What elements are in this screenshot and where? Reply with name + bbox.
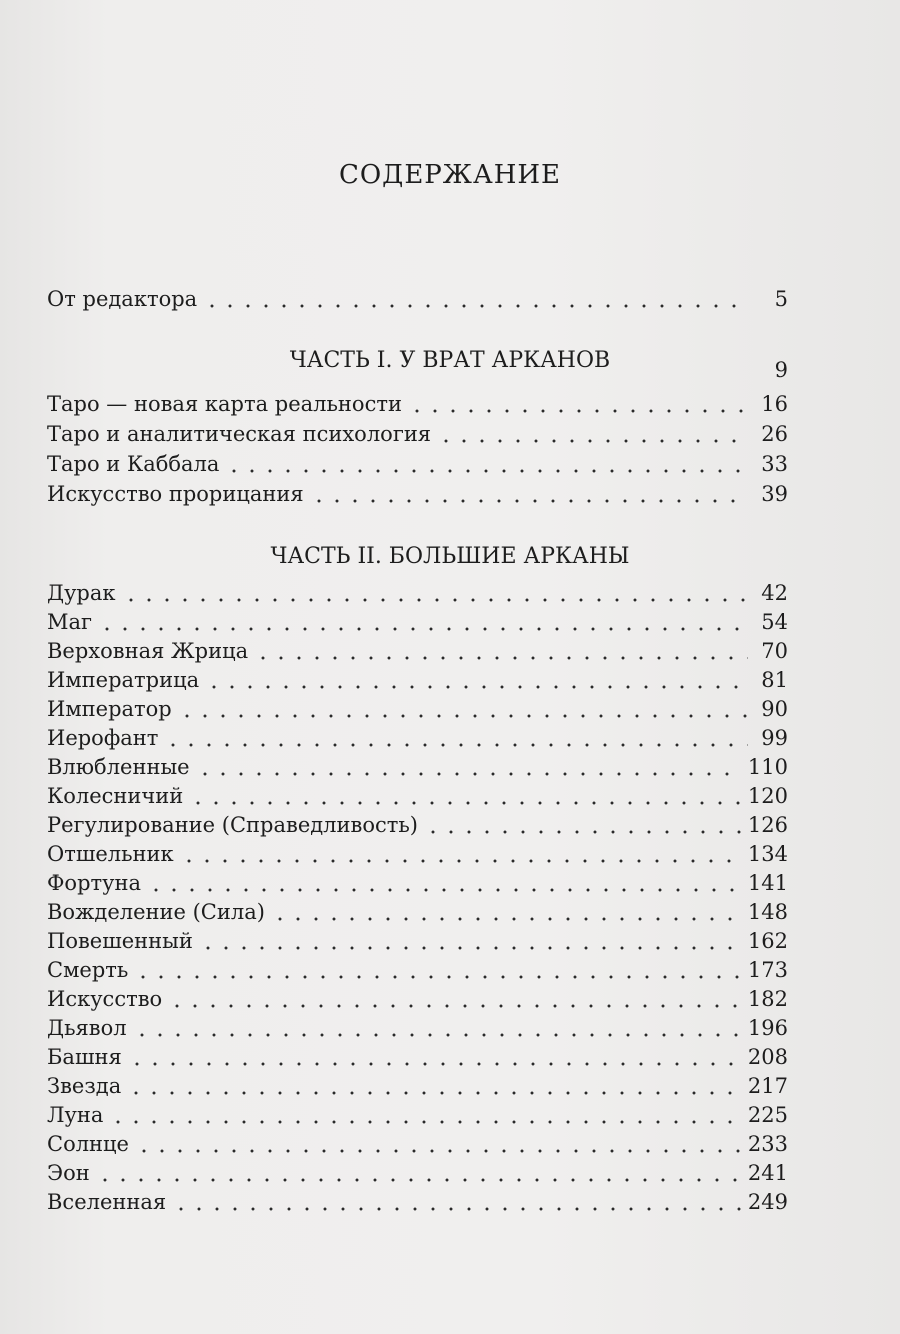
toc-entry[interactable] [47,1132,788,1160]
dot-leader [98,626,748,632]
dot-leader [133,1032,742,1038]
toc-entry[interactable] [47,958,788,986]
dot-leader [96,1177,742,1183]
dot-leader [164,742,748,748]
toc-entry-page: 225 [747,1103,788,1127]
toc-entry[interactable] [47,1103,788,1131]
toc-entry-page: 182 [747,987,788,1011]
toc-entry-label: Вселенная [47,1190,167,1214]
toc-entry-label: Колесничий [47,784,184,808]
toc-entry[interactable] [47,1190,788,1218]
toc-entry-label: Солнце [47,1132,129,1156]
toc-entry-label: От редактора [47,287,198,311]
dot-leader [408,408,748,414]
toc-entry-page: 134 [747,842,788,866]
toc-entry[interactable] [47,697,788,725]
toc-entry-label: Таро и Каббала [47,452,220,476]
toc-entry-page: 26 [761,422,788,446]
toc-entry-label: Таро и аналитическая психология [47,422,432,446]
toc-entry-label: Верховная Жрица [47,639,249,663]
toc-entry[interactable] [47,900,788,928]
dot-leader [168,1003,742,1009]
dot-leader [122,597,748,603]
dot-leader [205,684,748,690]
dot-leader [196,771,742,777]
toc-entry-page: 217 [747,1074,788,1098]
toc-entry-page: 208 [747,1045,788,1069]
toc-entry-page: 120 [747,784,788,808]
toc-entry[interactable] [47,842,788,870]
toc-entry-page: 81 [761,668,788,692]
contents-title: СОДЕРЖАНИЕ [338,160,562,190]
toc-entry-page: 54 [761,610,788,634]
toc-entry-label: Регулирование (Справедливость) [47,813,418,837]
toc-entry-label: Луна [47,1103,104,1127]
toc-entry[interactable] [47,581,788,609]
toc-entry-label: Отшельник [47,842,174,866]
dot-leader [172,1206,742,1212]
toc-entry[interactable] [47,1016,788,1044]
toc-entry-label: Повешенный [47,929,193,953]
toc-entry[interactable] [47,610,788,638]
toc-entry[interactable] [47,726,788,754]
toc-entry-page: 99 [761,726,788,750]
toc-entry-label: Вожделение (Сила) [47,900,265,924]
toc-entry-page: 70 [761,639,788,663]
toc-entry-page: 39 [761,482,788,506]
toc-entry-label: Иерофант [47,726,159,750]
toc-entry-page: 173 [747,958,788,982]
toc-entry[interactable] [47,987,788,1015]
toc-entry[interactable] [47,422,788,450]
toc-entry[interactable] [47,1074,788,1102]
toc-entry-label: Башня [47,1045,122,1069]
dot-leader [437,438,748,444]
toc-entry-page: 196 [747,1016,788,1040]
dot-leader [134,974,742,980]
toc-entry-page: 141 [747,871,788,895]
toc-entry[interactable] [47,287,788,315]
toc-entry-label: Дурак [47,581,116,605]
dot-leader [127,1090,742,1096]
toc-entry-label: Императрица [47,668,200,692]
dot-leader [128,1061,742,1067]
dot-leader [271,916,742,922]
toc-entry-page: 16 [761,392,788,416]
toc-entry[interactable] [47,392,788,420]
toc-entry-label: Искусство прорицания [47,482,304,506]
toc-entry-page: 42 [761,581,788,605]
toc-entry-label: Таро — новая карта реальности [47,392,402,416]
toc-entry-label: Император [47,697,172,721]
dot-leader [310,498,748,504]
dot-leader [254,655,748,661]
toc-entry[interactable] [47,784,788,812]
dot-leader [225,468,748,474]
toc-entry[interactable] [47,1045,788,1073]
toc-entry-label: Фортуна [47,871,142,895]
toc-entry[interactable] [47,482,788,510]
toc-entry-page: 249 [747,1190,788,1214]
dot-leader [180,858,742,864]
toc-entry-label: Влюбленные [47,755,190,779]
toc-entry-page: 126 [747,813,788,837]
part-heading-page: 9 [774,358,788,382]
toc-entry[interactable] [47,929,788,957]
toc-entry-page: 5 [774,287,788,311]
toc-entry-page: 110 [747,755,788,779]
toc-entry-label: Эон [47,1161,90,1185]
toc-entry-label: Смерть [47,958,129,982]
dot-leader [203,303,748,309]
dot-leader [178,713,748,719]
dot-leader [424,829,742,835]
toc-entry[interactable] [47,813,788,841]
part-heading: ЧАСТЬ II. БОЛЬШИЕ АРКАНЫ [270,544,630,569]
dot-leader [189,800,742,806]
toc-entry-label: Искусство [47,987,163,1011]
toc-entry-page: 148 [747,900,788,924]
toc-entry[interactable] [47,639,788,667]
toc-entry-page: 90 [761,697,788,721]
toc-entry[interactable] [47,668,788,696]
toc-entry-page: 162 [747,929,788,953]
part-heading: ЧАСТЬ I. У ВРАТ АРКАНОВ [289,348,611,373]
dot-leader [199,945,742,951]
dot-leader [147,887,742,893]
dot-leader [135,1148,742,1154]
toc-entry-label: Звезда [47,1074,122,1098]
toc-entry-page: 33 [761,452,788,476]
toc-entry[interactable] [47,755,788,783]
toc-entry[interactable] [47,871,788,899]
toc-entry-page: 233 [747,1132,788,1156]
toc-entry-label: Дьявол [47,1016,127,1040]
toc-entry-label: Маг [47,610,93,634]
toc-entry[interactable] [47,1161,788,1189]
dot-leader [109,1119,742,1125]
toc-entry-page: 241 [747,1161,788,1185]
toc-entry[interactable] [47,452,788,480]
